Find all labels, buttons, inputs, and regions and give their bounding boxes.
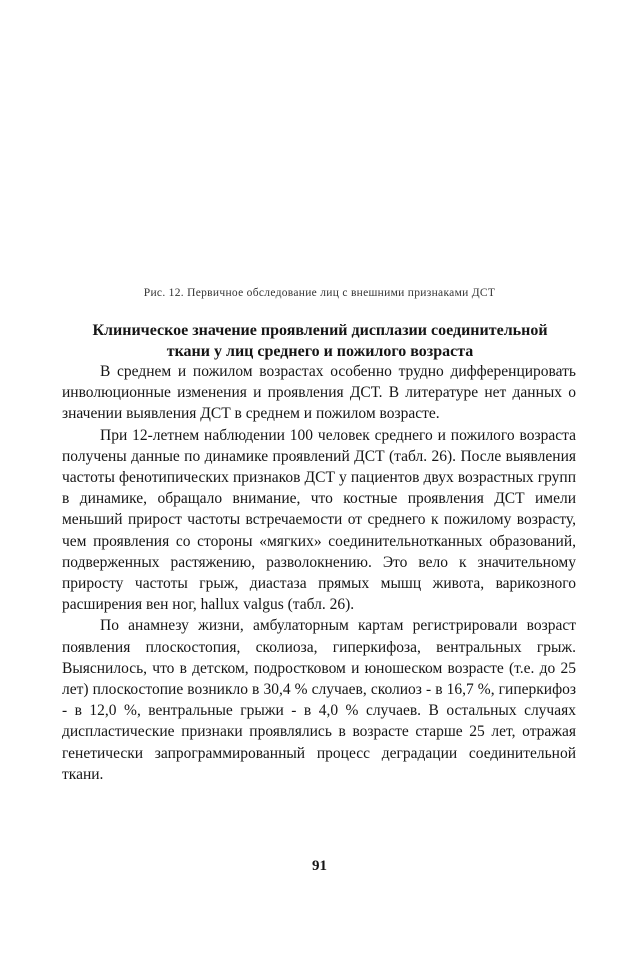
section-title [70,320,570,362]
section-title-line-2: ткани у лиц среднего и пожилого возраста [166,343,474,360]
paragraph-2: При 12-летнем наблюдении 100 человек среднего и пожилого возраста получены данные по динамике проявлений ДСТ (табл. 26). После выявления частоты фенотипических признаков ДСТ у пациентов двух возрастных групп в динамике, обращало внимание, что костные проявления ДСТ имели меньший прирост частоты встречаемости от среднего к пожилому возрасту, чем проявления со стороны «мягких» соединительнотканных образований, подверженных растяжению, разволокнению. Это вело к значительному приросту частоты грыж, диастаза прямых мышц живота, варикозного расширения вен ног, hallux valgus (табл. 26). [62,426,576,614]
section-title-line-1: Клиническое значение проявлений дисплазии соединительной [92,322,548,339]
paragraph-1: В среднем и пожилом возрастах особенно трудно дифференцировать инволюционные изменения и проявления ДСТ. В литературе нет данных о значении выявления ДСТ в среднем и пожилом возрасте. [62,363,576,423]
paragraph-3: По анамнезу жизни, амбулаторным картам регистрировали возраст появления плоскостопия, сколиоза, гиперкифоза, вентральных грыж. Выяснилось, что в детском, подростковом и юношеском возрасте (т.е. до 25 лет) плоскостопие возникло в 30,4 % случаев, сколиоз - в 16,7 %, гиперкифоз - в 12,0 %, вентральные грыжи - в 4,0 % случаев. В остальных случаях диспластические признаки проявлялись в возрасте старше 25 лет, отражая генетически запрограммированный процесс деградации соединительной ткани. [62,617,576,783]
body-text [62,361,576,785]
figure-caption: Рис. 12. Первичное обследование лиц с внешними признаками ДСТ [143,287,496,299]
page-number: 91 [312,858,327,874]
